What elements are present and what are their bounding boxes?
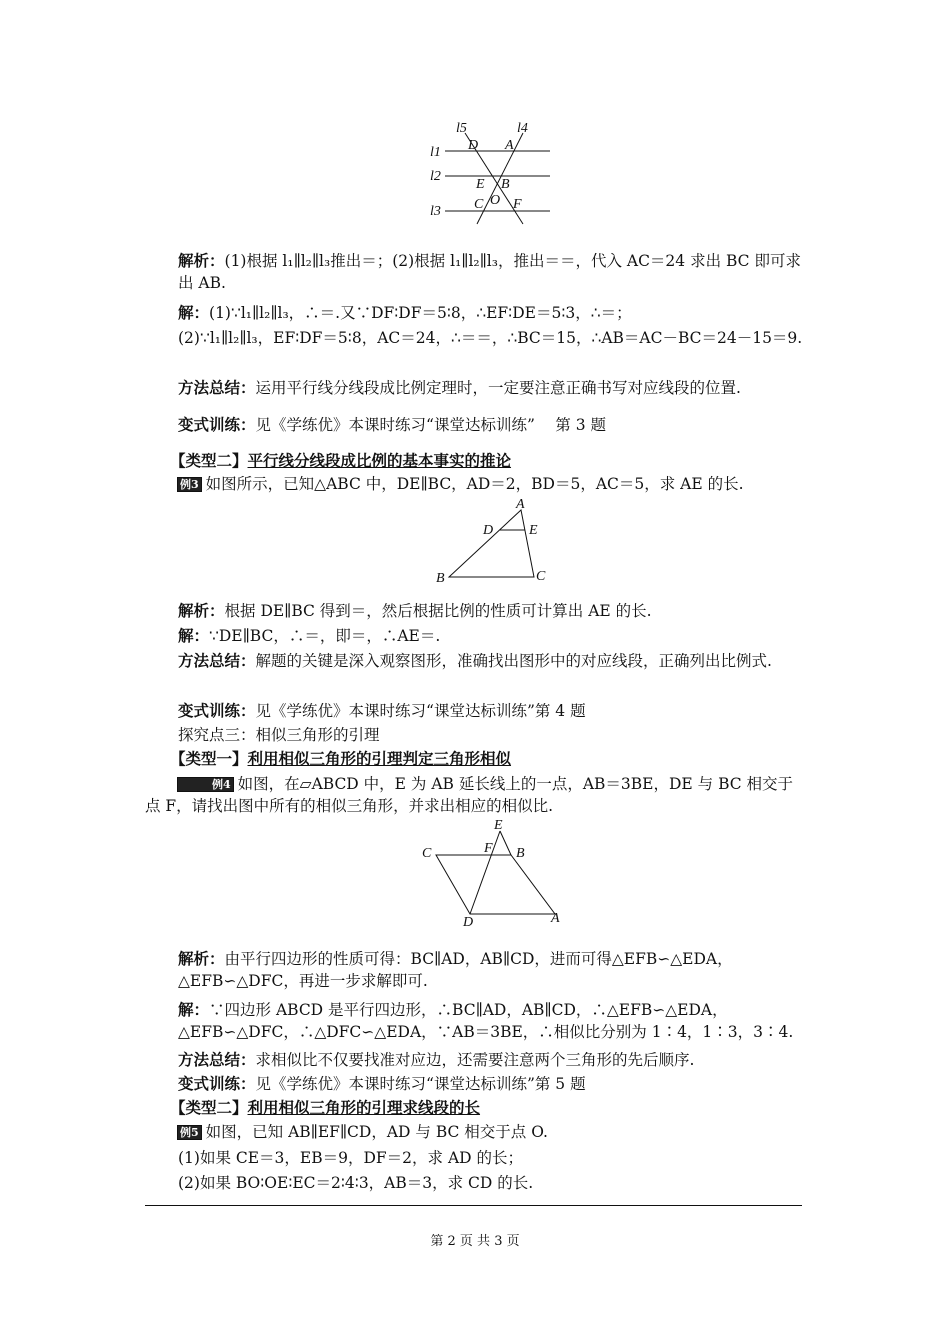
analysis-text: (1)根据 l₁∥l₂∥l₃推出＝；(2)根据 l₁∥l₂∥l₃，推出＝＝，代入 AC＝24 求出 BC 即可求出 AB. bbox=[178, 252, 801, 292]
heading-title: 利用相似三角形的引理判定三角形相似 bbox=[247, 749, 512, 768]
heading-title: 利用相似三角形的引理求线段的长 bbox=[247, 1098, 481, 1117]
example-5 bbox=[177, 1121, 837, 1143]
example-3 bbox=[177, 473, 837, 495]
fig1-label-A: A bbox=[505, 138, 514, 153]
solution-label: 解： bbox=[178, 1000, 210, 1019]
figure-triangle-abc bbox=[433, 497, 553, 590]
section-heading-type2b bbox=[170, 1097, 830, 1119]
practice-label: 变式训练： bbox=[178, 1074, 256, 1093]
example-badge: 例5 bbox=[177, 1125, 202, 1140]
fig1-label-F: F bbox=[513, 197, 522, 212]
solution-text: ∵DE∥BC，∴＝，即＝，∴AE＝. bbox=[209, 627, 441, 645]
example-text: 如图，在▱ABCD 中，E 为 AB 延长线上的一点，AB＝3BE，DE 与 BC 相交于点 F，请找出图中所有的相似三角形，并求出相应的相似比. bbox=[145, 775, 794, 815]
fig3-label-E: E bbox=[494, 818, 503, 833]
method-label: 方法总结： bbox=[178, 651, 256, 670]
section-heading-type2 bbox=[170, 450, 830, 472]
figure1-labels bbox=[430, 121, 528, 219]
solution-2 bbox=[178, 625, 805, 647]
question-text: (1)如果 CE＝3，EB＝9，DF＝2，求 AD 的长； bbox=[178, 1149, 524, 1167]
solution-part2-text: (2)∵l₁∥l₂∥l₃，EF∶DF＝5∶8，AC＝24，∴＝＝，∴BC＝15，∴AB＝AC－BC＝24－15＝9. bbox=[178, 329, 803, 347]
analysis-label: 解析： bbox=[178, 251, 225, 270]
practice-text: 见《学练优》本课时练习“课堂达标训练”第 4 题 bbox=[255, 702, 586, 720]
fig1-label-l2: l2 bbox=[430, 169, 441, 184]
fig2-label-E: E bbox=[529, 523, 538, 538]
solution-label: 解： bbox=[178, 303, 210, 322]
method-label: 方法总结： bbox=[178, 1050, 256, 1069]
practice-label: 变式训练： bbox=[178, 701, 256, 720]
example-5-question-2 bbox=[178, 1172, 805, 1194]
fig1-label-l5: l5 bbox=[456, 121, 467, 136]
example-badge: 例4 bbox=[177, 777, 234, 792]
method-text: 求相似比不仅要找准对应边，还需要注意两个三角形的先后顺序. bbox=[255, 1051, 695, 1069]
fig1-label-l3: l3 bbox=[430, 204, 441, 219]
practice-label: 变式训练： bbox=[178, 415, 256, 434]
solution-text: ∵四边形 ABCD 是平行四边形，∴BC∥AD，AB∥CD，∴△EFB∽△EDA，△EFB∽△DFC，∴△DFC∽△EDA，∵AB＝3BE，∴相似比分别为 1∶4，1∶3，3∶4. bbox=[178, 1001, 794, 1041]
example-text: 如图所示，已知△ABC 中，DE∥BC，AD＝2，BD＝5，AC＝5，求 AE 的长. bbox=[205, 475, 744, 493]
analysis-text: 根据 DE∥BC 得到＝，然后根据比例的性质可计算出 AE 的长. bbox=[224, 602, 652, 620]
method-summary-2 bbox=[178, 650, 805, 672]
fig1-label-B: B bbox=[501, 177, 510, 192]
analysis-3 bbox=[178, 948, 805, 992]
fig3-label-B: B bbox=[516, 846, 525, 861]
section-heading-type1 bbox=[170, 748, 830, 770]
solution-text: (1)∵l₁∥l₂∥l₃，∴＝.又∵DF∶DF＝5∶8，∴EF∶DE＝5∶3，∴＝； bbox=[209, 304, 632, 322]
practice-text: 见《学练优》本课时练习“课堂达标训练”第 5 题 bbox=[255, 1075, 586, 1093]
method-summary-3 bbox=[178, 1049, 805, 1071]
fig3-label-A: A bbox=[551, 911, 560, 926]
analysis-text: 由平行四边形的性质可得：BC∥AD，AB∥CD，进而可得△EFB∽△EDA，△EFB∽△DFC，再进一步求解即可. bbox=[178, 950, 733, 990]
practice-2 bbox=[178, 700, 805, 722]
method-summary-1 bbox=[178, 377, 805, 399]
method-text: 解题的关键是深入观察图形，准确找出图形中的对应线段，正确列出比例式. bbox=[255, 652, 772, 670]
heading-title: 平行线分线段成比例的基本事实的推论 bbox=[247, 451, 512, 470]
solution-1-part2 bbox=[178, 327, 805, 349]
analysis-label: 解析： bbox=[178, 601, 225, 620]
practice-text: 见《学练优》本课时练习“课堂达标训练” 第 3 题 bbox=[255, 416, 607, 434]
practice-3 bbox=[178, 1073, 805, 1095]
fig1-label-l1: l1 bbox=[430, 145, 441, 160]
footer-divider bbox=[145, 1205, 802, 1206]
fig2-label-D: D bbox=[483, 523, 494, 538]
fig2-label-B: B bbox=[436, 571, 445, 586]
solution-label: 解： bbox=[178, 626, 210, 645]
fig1-label-O: O bbox=[490, 193, 501, 208]
example-text: 如图，已知 AB∥EF∥CD，AD 与 BC 相交于点 O. bbox=[205, 1123, 548, 1141]
page-footer: 第 2 页 共 3 页 bbox=[430, 1234, 520, 1249]
heading-tag: 【类型一】 bbox=[170, 749, 248, 768]
figure-parallel-lines bbox=[425, 118, 560, 228]
practice-1 bbox=[178, 414, 805, 436]
question-text: (2)如果 BO∶OE∶EC＝2∶4∶3，AB＝3，求 CD 的长. bbox=[178, 1174, 534, 1192]
method-label: 方法总结： bbox=[178, 378, 256, 397]
example-4 bbox=[145, 773, 805, 817]
fig2-label-C: C bbox=[536, 569, 546, 584]
solution-1 bbox=[178, 302, 805, 324]
explore-text: 探究点三：相似三角形的引理 bbox=[178, 726, 380, 744]
fig1-label-l4: l4 bbox=[517, 121, 528, 136]
method-text: 运用平行线分线段成比例定理时，一定要注意正确书写对应线段的位置. bbox=[255, 379, 741, 397]
fig3-label-D: D bbox=[463, 915, 474, 930]
example-badge: 例3 bbox=[177, 477, 202, 492]
fig1-label-E: E bbox=[476, 177, 485, 192]
fig3-label-C: C bbox=[422, 846, 432, 861]
example-5-question-1 bbox=[178, 1147, 805, 1169]
analysis-1 bbox=[178, 250, 805, 294]
fig1-label-D: D bbox=[468, 138, 479, 153]
explore-point-3 bbox=[178, 724, 805, 746]
figure-parallelogram bbox=[420, 818, 570, 928]
fig1-label-C: C bbox=[474, 197, 484, 212]
fig2-label-A: A bbox=[516, 497, 525, 512]
analysis-label: 解析： bbox=[178, 949, 225, 968]
fig3-label-F: F bbox=[484, 841, 493, 856]
analysis-2 bbox=[178, 600, 805, 622]
solution-3 bbox=[178, 999, 805, 1043]
heading-tag: 【类型二】 bbox=[170, 451, 248, 470]
heading-tag: 【类型二】 bbox=[170, 1098, 248, 1117]
